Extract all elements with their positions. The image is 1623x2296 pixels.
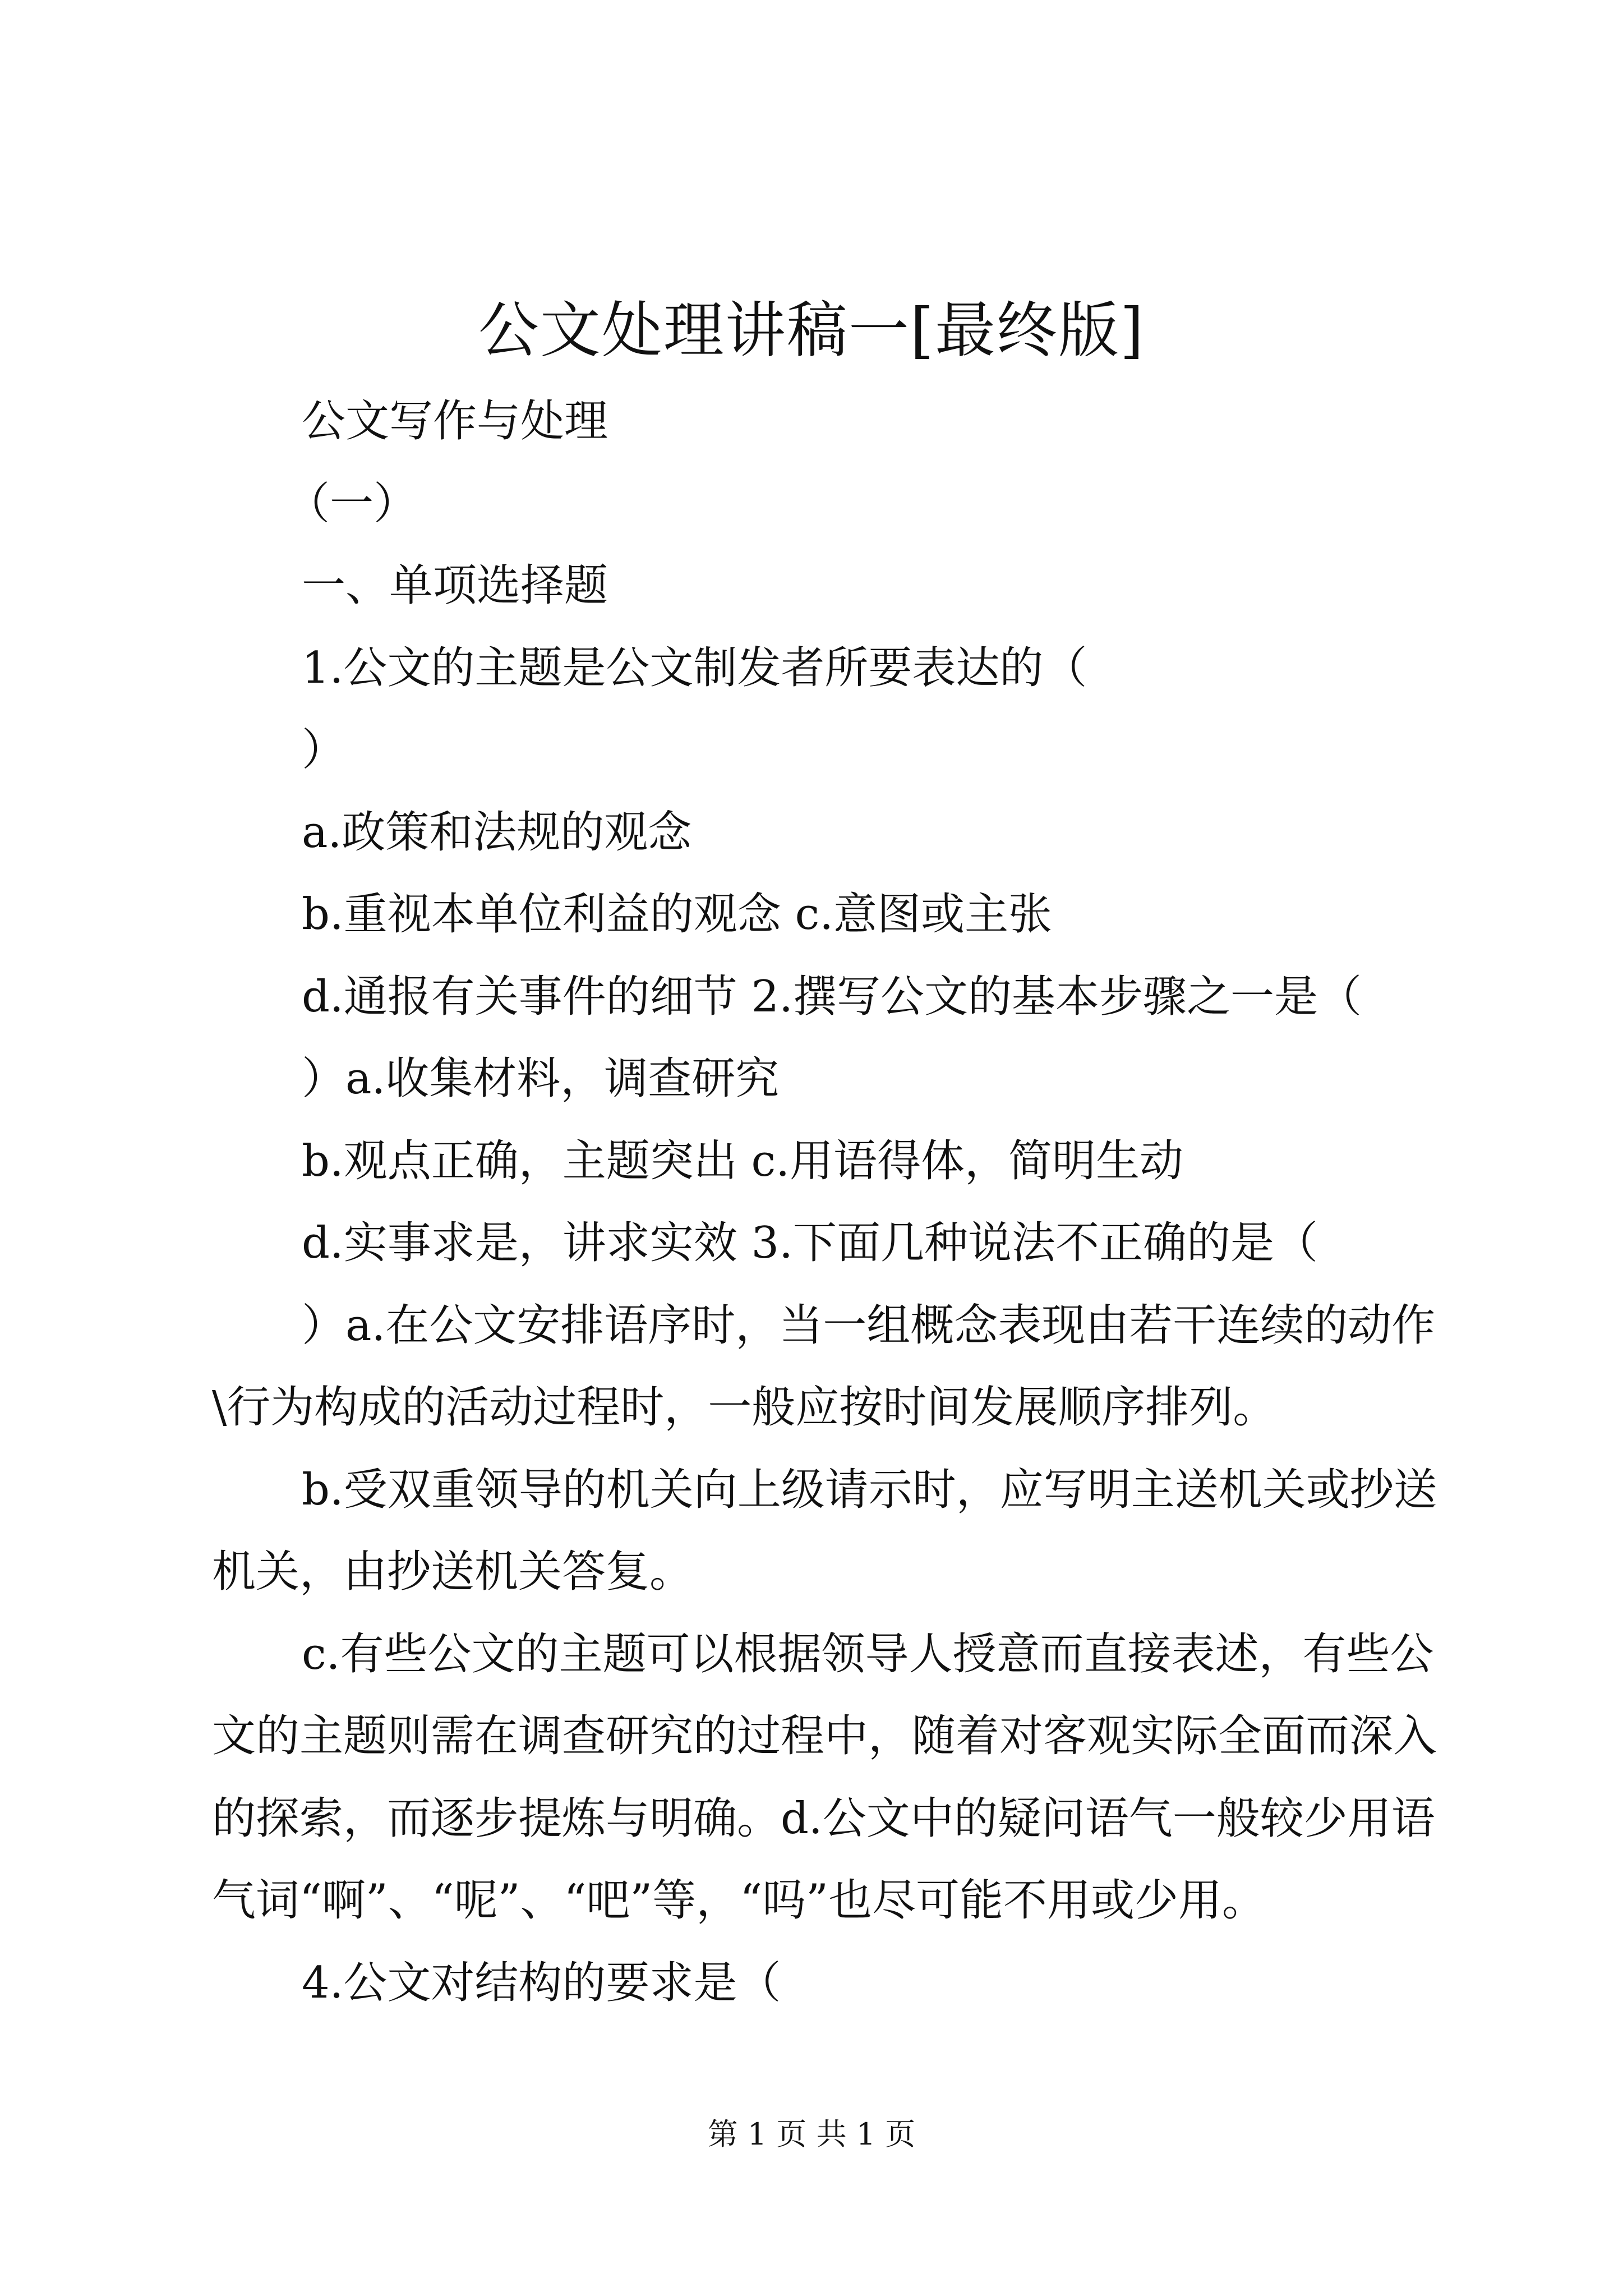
- text-line: b.重视本单位利益的观念 c.意图或主张: [302, 889, 1052, 940]
- text-line: ）a.在公文安排语序时，当一组概念表现由若干连续的动作: [302, 1300, 1436, 1351]
- text-line: b.受双重领导的机关向上级请示时，应写明主送机关或抄送: [302, 1464, 1437, 1515]
- text-line: a.政策和法规的观念: [302, 807, 692, 858]
- text-line: ）a.收集材料，调查研究: [302, 1053, 780, 1104]
- text-line: 的探索，而逐步提炼与明确。d.公文中的疑问语气一般较少用语: [212, 1793, 1435, 1844]
- text-line: （一）: [286, 478, 418, 529]
- text-line: d.实事求是，讲求实效 3.下面几种说法不正确的是（: [302, 1218, 1318, 1268]
- text-line: \行为构成的活动过程时，一般应按时间发展顺序排列。: [212, 1382, 1277, 1433]
- document-title: 公文处理讲稿一[最终版]: [478, 296, 1145, 366]
- text-line: 公文写作与处理: [302, 396, 608, 447]
- text-line: 4.公文对结构的要求是（: [302, 1957, 781, 2008]
- text-line: 气词“啊”、“呢”、“吧”等，“吗”也尽可能不用或少用。: [212, 1875, 1266, 1926]
- text-line: d.通报有关事件的细节 2.撰写公文的基本步骤之一是（: [302, 971, 1362, 1022]
- text-line: ）: [302, 725, 346, 775]
- page-footer: 第 1 页 共 1 页: [707, 2116, 916, 2152]
- text-line: 1.公文的主题是公文制发者所要表达的（: [302, 642, 1087, 693]
- text-line: c.有些公文的主题可以根据领导人授意而直接表述，有些公: [302, 1628, 1434, 1680]
- text-line: 机关，由抄送机关答复。: [212, 1547, 694, 1597]
- text-line: 文的主题则需在调查研究的过程中，随着对客观实际全面而深入: [212, 1711, 1437, 1761]
- document-body: [212, 380, 1437, 2024]
- text-line: 一、单项选择题: [302, 560, 608, 611]
- text-line: b.观点正确，主题突出 c.用语得体，简明生动: [302, 1135, 1183, 1186]
